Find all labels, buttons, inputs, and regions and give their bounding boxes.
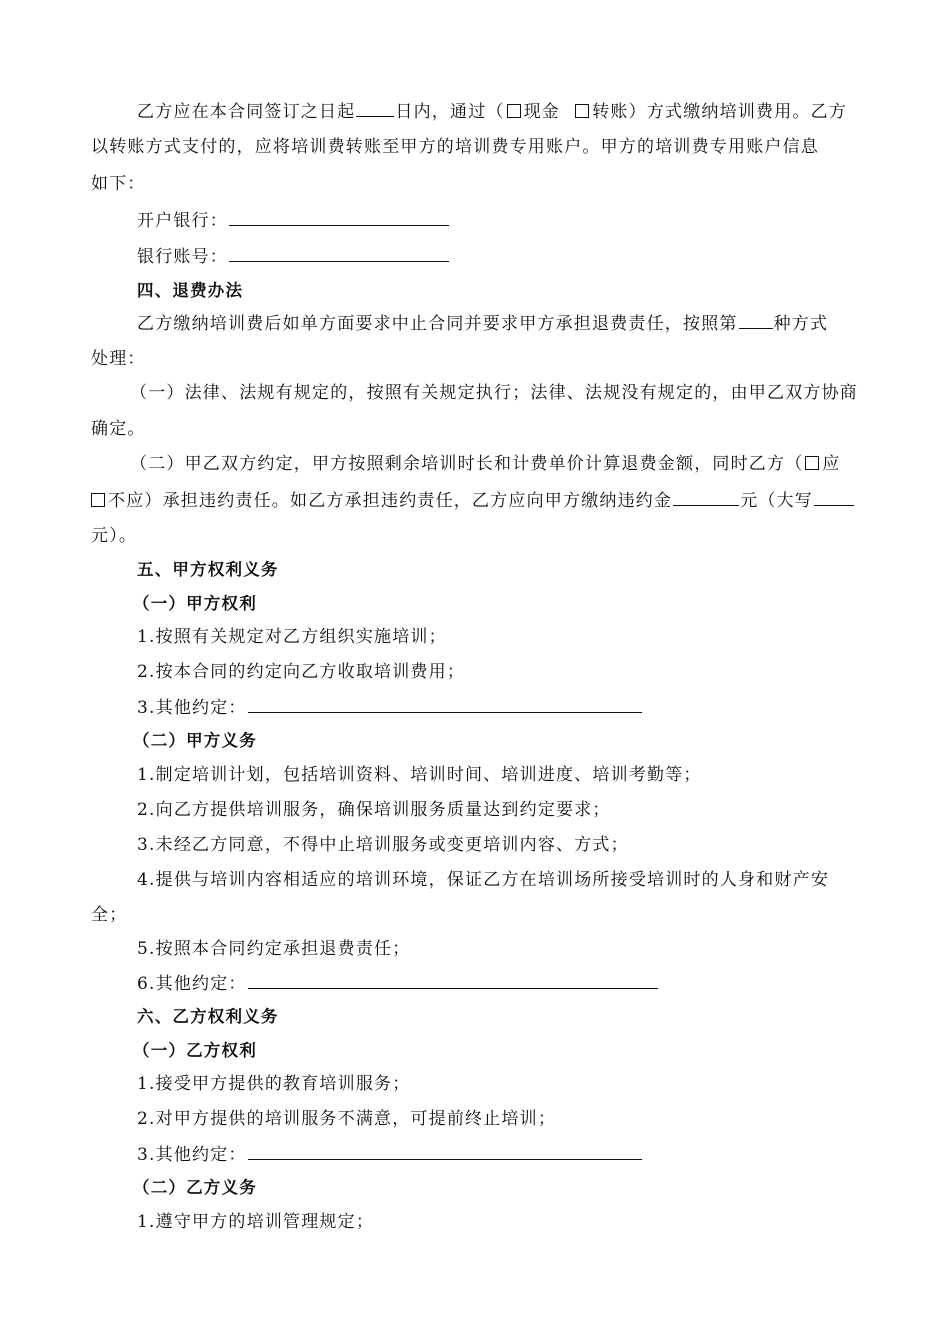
penalty-amount-capital-blank[interactable] [814, 489, 854, 506]
penalty-amount-blank[interactable] [673, 489, 739, 506]
list-item [137, 1143, 643, 1166]
bank-account-field[interactable] [229, 245, 449, 262]
refund-item-text: （二）甲乙双方约定，甲方按照剩余培训时长和计费单价计算退费金额，同时乙方（ [130, 454, 804, 474]
section-5-title: 五、甲方权利义务 [137, 560, 279, 579]
section-4-title: 四、退费办法 [137, 281, 244, 300]
payment-text: 日内，通过（ [395, 102, 505, 122]
other-agreement-label: 3.其他约定： [137, 698, 247, 718]
refund-item-1-line-2: 确定。 [91, 419, 146, 439]
refund-item-2-line-3: 元）。 [91, 526, 138, 546]
list-item: 1.遵守甲方的培训管理规定； [137, 1212, 375, 1232]
list-item: 3.未经乙方同意，不得中止培训服务或变更培训内容、方式； [137, 835, 629, 855]
list-item: 2.向乙方提供培训服务，确保培训服务质量达到约定要求； [137, 800, 611, 820]
method-number-blank[interactable] [739, 312, 773, 329]
list-item: 全； [91, 905, 128, 925]
list-item: 2.对甲方提供的培训服务不满意，可提前终止培训； [137, 1109, 557, 1129]
payment-paragraph-line-1 [137, 100, 847, 123]
other-agreement-field[interactable] [248, 696, 642, 713]
party-b-rights-title: （一）乙方权利 [133, 1041, 257, 1060]
list-item [137, 696, 643, 719]
list-item: 2.按本合同的约定向乙方收取培训费用； [137, 662, 466, 682]
should-label: 应 [822, 454, 841, 474]
party-b-duties-title: （二）乙方义务 [133, 1178, 257, 1197]
refund-item-1-line-1: （一）法律、法规有规定的，按照有关规定执行；法律、法规没有规定的，由甲乙双方协商 [130, 383, 858, 403]
other-agreement-field[interactable] [248, 972, 658, 989]
list-item: 4.提供与培训内容相适应的培训环境，保证乙方在培训场所接受培训时的人身和财产安 [137, 870, 830, 890]
other-agreement-label: 6.其他约定： [137, 974, 247, 994]
party-a-rights-title: （一）甲方权利 [133, 594, 257, 613]
list-item: 1.按照有关规定对乙方组织实施培训； [137, 627, 447, 647]
bank-name-row [137, 209, 450, 232]
list-item: 1.接受甲方提供的教育培训服务； [137, 1074, 411, 1094]
refund-paragraph-line-1 [137, 312, 828, 335]
list-item [137, 972, 659, 995]
transfer-checkbox[interactable] [575, 104, 589, 118]
should-checkbox[interactable] [805, 456, 819, 470]
payment-text: 乙方应在本合同签订之日起 [137, 102, 356, 122]
party-a-duties-title: （二）甲方义务 [133, 731, 257, 750]
refund-item-2-line-2 [91, 489, 855, 512]
list-item: 5.按照本合同约定承担退费责任； [137, 939, 411, 959]
payment-paragraph-line-3: 如下： [91, 174, 146, 194]
refund-item-text: 元（大写 [740, 491, 814, 511]
payment-paragraph-line-2: 以转账方式支付的，应将培训费转账至甲方的培训费专用账户。甲方的培训费专用账户信息 [91, 137, 819, 157]
refund-text: 乙方缴纳培训费后如单方面要求中止合同并要求甲方承担退费责任，按照第 [137, 314, 738, 334]
cash-label: 现金 [523, 102, 561, 122]
payment-text: 转账）方式缴纳培训费用。乙方 [592, 102, 848, 122]
bank-name-field[interactable] [229, 209, 449, 226]
refund-text: 种方式 [773, 314, 829, 334]
refund-item-text: 不应）承担违约责任。如乙方承担违约责任，乙方应向甲方缴纳违约金 [108, 491, 673, 511]
other-agreement-label: 3.其他约定： [137, 1145, 247, 1165]
bank-name-label: 开户银行： [137, 211, 228, 231]
list-item: 1.制定培训计划，包括培训资料、培训时间、培训进度、培训考勤等； [137, 765, 702, 785]
bank-account-row [137, 245, 450, 268]
section-6-title: 六、乙方权利义务 [137, 1007, 279, 1026]
should-not-checkbox[interactable] [91, 493, 105, 507]
other-agreement-field[interactable] [248, 1143, 642, 1160]
refund-paragraph-line-2: 处理： [91, 349, 146, 369]
cash-checkbox[interactable] [507, 104, 521, 118]
days-blank[interactable] [356, 100, 394, 117]
bank-account-label: 银行账号： [137, 247, 228, 267]
refund-item-2-line-1 [130, 453, 841, 475]
